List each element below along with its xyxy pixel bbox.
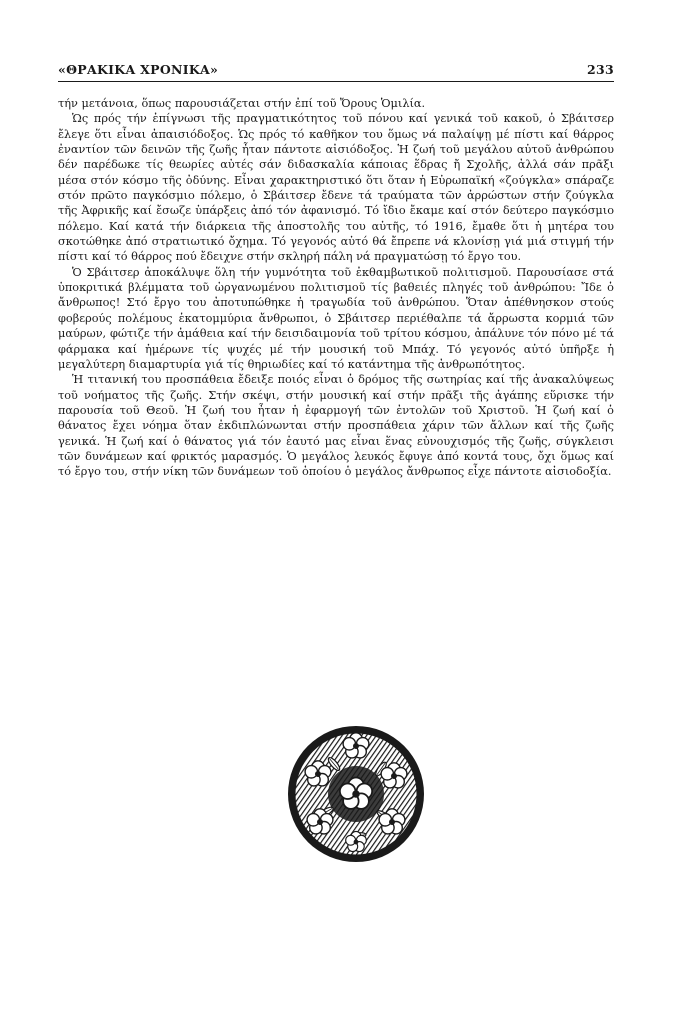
running-header [58,62,614,82]
page [58,62,614,480]
page-number: 233 [587,62,614,77]
floral-medallion-icon [286,724,426,864]
paragraph: Ὁ Σβάιτσερ ἀποκάλυψε ὅλη τήν γυμνότητα τοῦ ἐκθαμβωτικοῦ πολιτισμοῦ. Παρουσίασε στά ὑποκριτικά βλέμματα τοῦ ὡργανωμένου πολιτισμοῦ τίς βαθειές πληγές τοῦ ἀνθρώπου: Ἴδε ὁ ἄνθρωπος! Στό ἔργο του ἀποτυπώθηκε ἡ τραγωδία τοῦ ἀνθρώπου. Ὅταν ἀπέθνησκον στούς φοβερούς πολέμους ἑκατομμύρια ἄνθρωποι, ὁ Σβάιτσερ περιέθαλπε τά ἄρρωστα κορμιά τῶν μαύρων, φώτιζε τήν ἀμάθεια καί τήν δεισιδαιμονία τοῦ τρίτου κόσμου, ἀπάλυνε τόν πόνο μέ τά φάρμακα καί ἡμέρωνε τίς ψυχές μέ τήν μουσική τοῦ Μπάχ. Τό γεγονός αὐτό ὑπῆρξε ἡ μεγαλύτερη διαμαρτυρία γιά τίς θηριωδίες καί τό κατάντημα τῆς ἀνθρωπότητος. [58,265,614,371]
journal-title: «ΘΡΑΚΙΚΑ ΧΡΟΝΙΚΑ» [58,62,219,77]
article-body [58,96,614,480]
paragraph: Ἡ τιτανική του προσπάθεια ἔδειξε ποιός εἶναι ὁ δρόμος τῆς σωτηρίας καί τῆς ἀνακαλύψεως τοῦ νοήματος τῆς ζωῆς. Στήν σκέψι, στήν μουσική καί στήν πρᾶξι τῆς ἀγάπης εὕρισκε τήν παρουσία τοῦ Θεοῦ. Ἡ ζωή του ἦταν ἡ ἐφαρμογή τῶν ἐντολῶν τοῦ Χριστοῦ. Ἡ ζωή καί ὁ θάνατος ἔχει νόημα ὅταν ἐκδιπλώνωνται στήν προσπάθεια χάριν τῶν ἄλλων καί τῆς ζωῆς γενικά. Ἡ ζωή καί ὁ θάνατος γιά τόν ἑαυτό μας εἶναι ἕνας εὐνουχισμός τῆς ζωῆς, σύγκλεισι τῶν δυνάμεων καί φρικτός μαρασμός. Ὁ μεγάλος λευκός ἔφυγε ἀπό κοντά τους, ὄχι ὅμως καί τό ἔργο του, στήν νίκη τῶν δυνάμεων τοῦ ὁποίου ὁ μεγάλος ἄνθρωπος εἶχε πάντοτε αἰσιοδοξία. [58,373,614,479]
paragraph: τήν μετάνοια, ὅπως παρουσιάζεται στήν ἐπί τοῦ Ὄρους Ὁμιλία. [58,97,426,110]
paragraph: Ὡς πρός τήν ἐπίγνωσι τῆς πραγματικότητος τοῦ πόνου καί γενικά τοῦ κακοῦ, ὁ Σβάιτσερ ἔλεγε ὅτι εἶναι ἀπαισιόδοξος. Ὡς πρός τό καθῆκον του ὅμως νά παλαίψῃ μέ πίστι καί θάρρος ἐναντίον τῶν δεινῶν τῆς ζωῆς ἦταν πάντοτε αἰσιόδοξος. Ἡ ζωή τοῦ μεγάλου αὐτοῦ ἀνθρώπου δέν παρέδωκε τίς θεωρίες αὐτές σάν διδασκαλία κάποιας ἕδρας ἤ Σχολῆς, ἀλλά σάν πρᾶξι μέσα στόν κόσμο τῆς ὀδύνης. Εἶναι χαρακτηριστικό ὅτι ὅταν ἡ Εὐρωπαϊκή «ζούγκλα» σπάραζε στόν πρῶτο παγκόσμιο πόλεμο, ὁ Σβάιτσερ ἔδενε τά τραύματα τῶν ἀρρώστων στήν ζούγκλα τῆς Ἀφρικῆς καί ἔσωζε ὑπάρξεις ἀπό τόν ἀφανισμό. Τό ἴδιο ἔκαμε καί στόν δεύτερο παγκόσμιο πόλεμο. Καί κατά τήν διάρκεια τῆς ἀποστολῆς του αὐτῆς, τό 1916, ἔμαθε ὅτι ἡ μητέρα του σκοτώθηκε ἀπό στρατιωτικό ὄχημα. Τό γεγονός αὐτό θά ἔπρεπε νά κλονίσῃ γιά μιά στιγμή τήν πίστι καί τό θάρρος πού ἔδειχνε στήν σκληρή πάλη νά πραγματώσῃ τό ἔργο του. [58,112,614,264]
